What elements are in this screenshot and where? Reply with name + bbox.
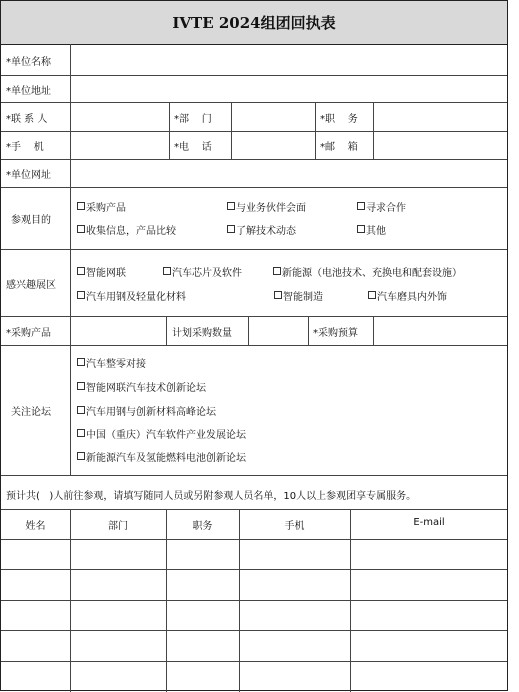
checkbox[interactable]	[77, 202, 85, 210]
table-header-mobile: 手机	[284, 521, 305, 532]
visit-purpose-option[interactable]: 了解技术动态	[227, 221, 296, 237]
forums-label: 关注论坛	[11, 407, 51, 418]
checkbox[interactable]	[274, 291, 282, 299]
purchase-quantity-label: 计划采购数量	[172, 327, 232, 339]
visit-purpose-option[interactable]: 采购产品	[77, 198, 126, 214]
interest-area-option[interactable]: 新能源（电池技术、充换电和配套设施）	[273, 263, 462, 279]
mobile-label: *手 机	[6, 142, 44, 153]
checkbox[interactable]	[77, 291, 85, 299]
department-input[interactable]	[232, 103, 315, 131]
position-input[interactable]	[374, 103, 508, 131]
interest-area-option[interactable]: 汽车用钢及轻量化材料	[77, 287, 186, 303]
interest-area-option[interactable]: 汽车磨具内外饰	[368, 287, 447, 303]
checkbox[interactable]	[77, 452, 85, 460]
department-label: *部 门	[174, 113, 212, 125]
table-row[interactable]	[1, 570, 508, 600]
checkbox[interactable]	[357, 225, 365, 233]
interest-area-option[interactable]: 汽车芯片及软件	[163, 263, 242, 279]
form-title: IVTE 2024组团回执表	[1, 1, 507, 45]
column-divider	[315, 102, 316, 159]
email-input[interactable]	[374, 132, 508, 159]
checkbox[interactable]	[227, 225, 235, 233]
contact-label: *联 系 人	[6, 113, 48, 125]
forum-option[interactable]: 智能网联汽车技术创新论坛	[77, 378, 206, 394]
company-name-label: *单位名称	[6, 56, 51, 68]
forum-option[interactable]: 中国（重庆）汽车软件产业发展论坛	[77, 425, 246, 441]
mobile-input[interactable]	[71, 132, 169, 159]
checkbox[interactable]	[273, 267, 281, 275]
website-input[interactable]	[71, 160, 508, 187]
email-label: *邮 箱	[320, 142, 358, 153]
row-divider	[1, 509, 507, 510]
purchase-product-input[interactable]	[71, 317, 166, 345]
table-row[interactable]	[1, 601, 508, 630]
phone-label: *电 话	[174, 142, 212, 153]
phone-input[interactable]	[232, 132, 315, 159]
interest-area-label: 感兴趣展区	[6, 279, 56, 291]
forum-option[interactable]: 汽车整零对接	[77, 354, 146, 370]
checkbox[interactable]	[77, 406, 85, 414]
row-divider	[1, 249, 507, 250]
table-header-position: 职务	[192, 521, 213, 532]
checkbox[interactable]	[357, 202, 365, 210]
row-divider	[1, 187, 507, 188]
position-label: *职 务	[320, 113, 358, 125]
purchase-quantity-input[interactable]	[249, 317, 308, 345]
forum-option[interactable]: 汽车用钢与创新材料高峰论坛	[77, 402, 216, 418]
row-divider	[1, 475, 507, 476]
visit-purpose-option[interactable]: 收集信息，产品比较	[77, 221, 176, 237]
interest-area-option[interactable]: 智能制造	[274, 287, 323, 303]
column-divider	[166, 316, 167, 345]
row-divider	[1, 345, 507, 346]
checkbox[interactable]	[163, 267, 171, 275]
company-name-input[interactable]	[71, 45, 508, 75]
table-row[interactable]	[1, 662, 508, 691]
table-header-department: 部门	[108, 521, 128, 532]
attendee-note: 预计共( )人前往参观，请填写随同人员或另附参观人员名单，10人以上参观团享专属服务。	[6, 491, 417, 502]
checkbox[interactable]	[227, 202, 235, 210]
visit-purpose-option[interactable]: 与业务伙伴会面	[227, 198, 306, 214]
checkbox[interactable]	[77, 225, 85, 233]
table-header-email: E-mail	[413, 517, 445, 528]
column-divider	[308, 316, 309, 345]
checkbox[interactable]	[77, 382, 85, 390]
company-address-input[interactable]	[71, 76, 508, 102]
checkbox[interactable]	[77, 267, 85, 275]
contact-input[interactable]	[71, 103, 169, 131]
visit-purpose-option[interactable]: 其他	[357, 221, 386, 237]
purchase-budget-input[interactable]	[374, 317, 508, 345]
table-header-name: 姓名	[25, 521, 46, 532]
interest-area-option[interactable]: 智能网联	[77, 263, 126, 279]
forum-option[interactable]: 新能源汽车及氢能燃料电池创新论坛	[77, 448, 246, 464]
website-label: *单位网址	[6, 170, 51, 181]
visit-purpose-label: 参观目的	[11, 215, 51, 226]
checkbox[interactable]	[77, 358, 85, 366]
visit-purpose-option[interactable]: 寻求合作	[357, 198, 406, 214]
purchase-product-label: *采购产品	[6, 327, 51, 339]
checkbox[interactable]	[77, 429, 85, 437]
table-row[interactable]	[1, 631, 508, 661]
company-address-label: *单位地址	[6, 85, 51, 97]
table-row[interactable]	[1, 540, 508, 569]
column-divider	[169, 102, 170, 159]
purchase-budget-label: *采购预算	[313, 327, 358, 339]
checkbox[interactable]	[368, 291, 376, 299]
